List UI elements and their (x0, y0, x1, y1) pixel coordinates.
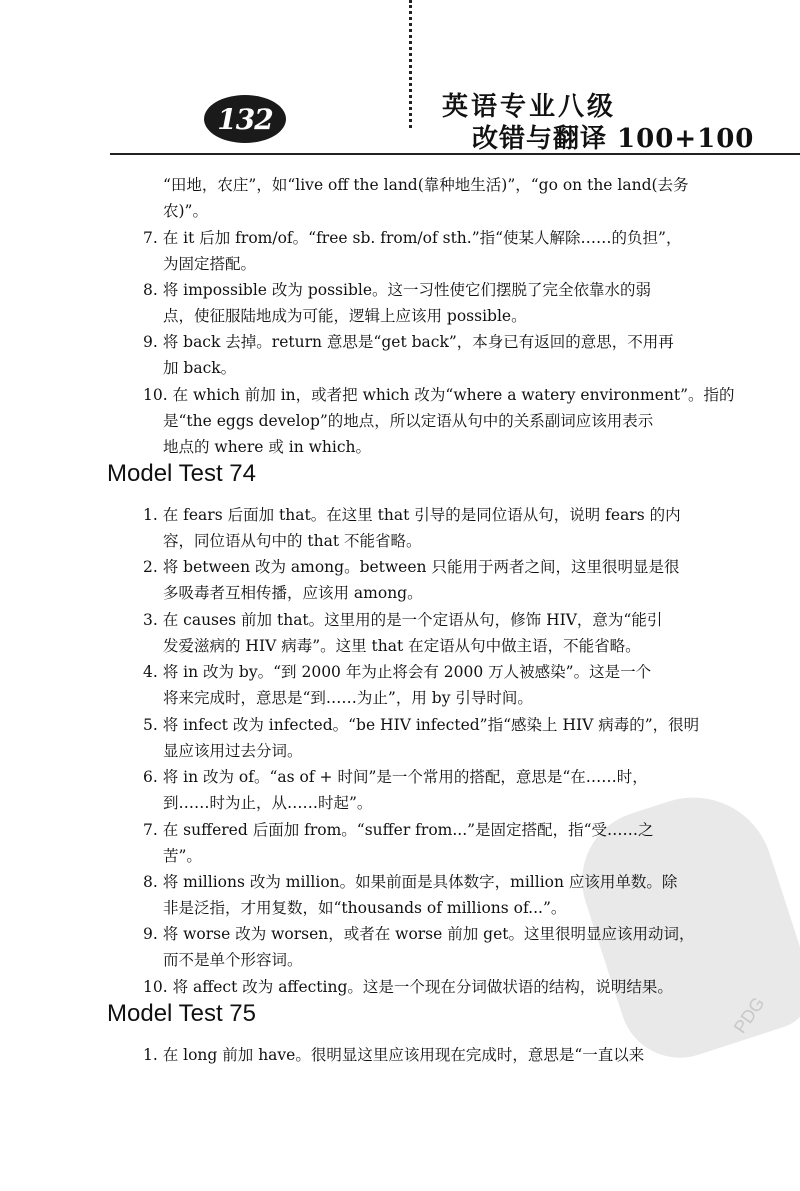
answer-item: 7. 在 suffered 后面加 from。“suffer from...”是固定搭配，指“受……之 (143, 821, 654, 839)
answer-item: 10. 在 which 前加 in，或者把 which 改为“where a watery environment”。指的 (143, 386, 735, 404)
answer-item: 3. 在 causes 前加 that。这里用的是一个定语从句，修饰 HIV，意为“能引 (143, 611, 663, 629)
answer-item: 9. 将 worse 改为 worsen，或者在 worse 前加 get。这里很明显应该用动词， (143, 925, 695, 943)
text-line: 将来完成时，意思是“到……为止”，用 by 引导时间。 (163, 689, 533, 707)
answer-item: 7. 在 it 后加 from/of。“free sb. from/of sth.”指“使某人解除……的负担”， (143, 229, 682, 247)
answer-item: 8. 将 millions 改为 million。如果前面是具体数字，million 应该用单数。除 (143, 873, 678, 891)
book-title-line1: 英语专业八级 (442, 92, 617, 122)
text-line: 多吸毒者互相传播，应该用 among。 (163, 584, 423, 602)
text-line: 容，同位语从句中的 that 不能省略。 (163, 532, 422, 550)
text-line: 点，使征服陆地成为可能，逻辑上应该用 possible。 (163, 307, 527, 325)
text-line: 地点的 where 或 in which。 (163, 438, 372, 456)
answer-item: 10. 将 affect 改为 affecting。这是一个现在分词做状语的结构，说明结果。 (143, 978, 673, 996)
text-line: 显应该用过去分词。 (163, 742, 303, 760)
text-line: 而不是单个形容词。 (163, 951, 303, 969)
answer-item: 4. 将 in 改为 by。“到 2000 年为止将会有 2000 万人被感染”。这是一个 (143, 663, 652, 681)
text-line: “田地，农庄”，如“live off the land(靠种地生活)”，“go on the land(去务 (163, 176, 689, 194)
answer-item: 2. 将 between 改为 among。between 只能用于两者之间，这里很明显是很 (143, 558, 680, 576)
answer-item: 1. 在 fears 后面加 that。在这里 that 引导的是同位语从句，说明 fears 的内 (143, 506, 681, 524)
header-rule (110, 153, 800, 155)
text-line: 非是泛指，才用复数，如“thousands of millions of...”。 (163, 899, 567, 917)
page-number: 132 (217, 102, 273, 136)
book-title-line2: 改错与翻译 100+100 (472, 124, 755, 154)
section-heading: Model Test 74 (107, 460, 256, 487)
answer-item: 6. 将 in 改为 of。“as of + 时间”是一个常用的搭配，意思是“在……时， (143, 768, 648, 786)
section-heading: Model Test 75 (107, 1000, 256, 1027)
watermark-label: PDG (729, 993, 769, 1037)
text-line: 加 back。 (163, 359, 237, 377)
answer-item: 9. 将 back 去掉。return 意思是“get back”，本身已有返回的意思，不用再 (143, 333, 674, 351)
text-line: 为固定搭配。 (163, 255, 257, 273)
answer-item: 8. 将 impossible 改为 possible。这一习性使它们摆脱了完全依靠水的弱 (143, 281, 651, 299)
answer-item: 5. 将 infect 改为 infected。“be HIV infected”指“感染上 HIV 病毒的”，很明 (143, 716, 700, 734)
page-number-badge (204, 95, 286, 143)
text-line: 发爱滋病的 HIV 病毒”。这里 that 在定语从句中做主语，不能省略。 (163, 637, 641, 655)
answer-item: 1. 在 long 前加 have。很明显这里应该用现在完成时，意思是“一直以来 (143, 1046, 645, 1064)
text-line: 到……时为止，从……时起”。 (163, 794, 373, 812)
header-dotted-divider (409, 0, 412, 128)
text-line: 苦”。 (163, 847, 202, 865)
text-line: 农)”。 (163, 202, 208, 220)
text-line: 是“the eggs develop”的地点，所以定语从句中的关系副词应该用表示 (163, 412, 654, 430)
